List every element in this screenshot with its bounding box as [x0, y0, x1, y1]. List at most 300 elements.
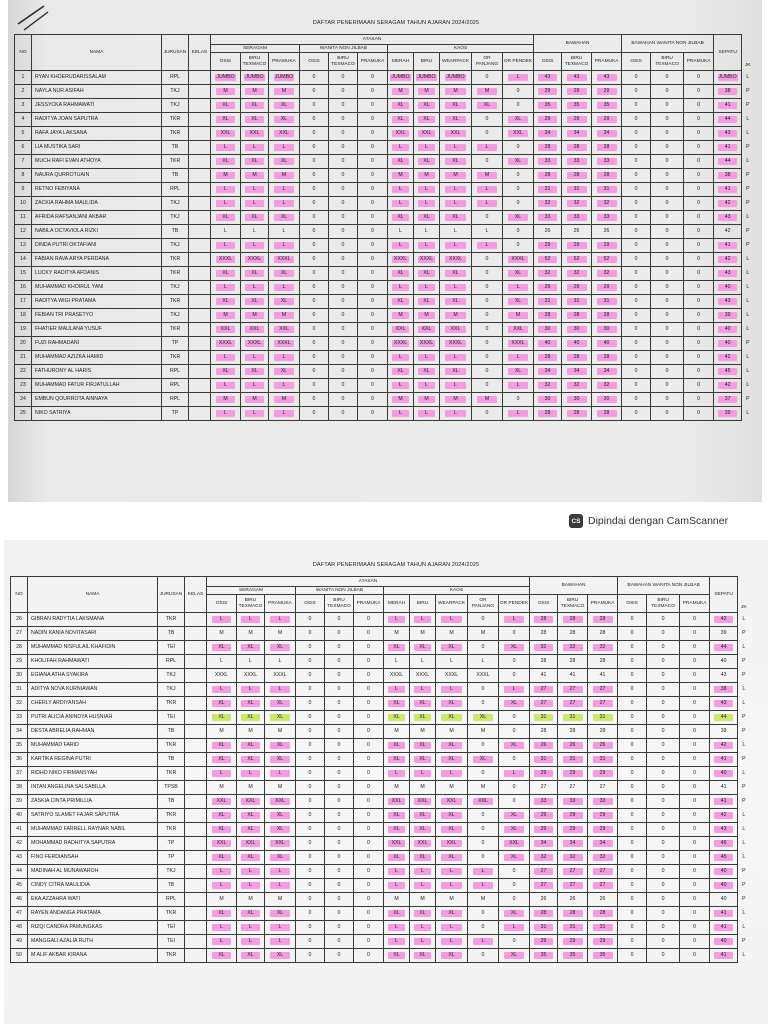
- cell-kelas: [185, 725, 207, 739]
- cell-size: 0: [300, 365, 329, 379]
- cell-size: 0: [296, 753, 325, 767]
- highlight-mark: 40: [714, 882, 733, 889]
- highlight-mark: 32: [538, 270, 557, 277]
- cell-size: [592, 183, 622, 197]
- cell-jurusan: TEI: [158, 921, 185, 935]
- highlight-mark: XL: [508, 116, 529, 123]
- cell-jurusan: TKR: [158, 767, 185, 781]
- subheader: MERAH: [384, 595, 410, 613]
- cell-size: [562, 323, 592, 337]
- cell-size: [440, 169, 472, 183]
- cell-size: [414, 295, 440, 309]
- highlight-mark: XXL: [414, 840, 432, 847]
- cell-size: [530, 697, 558, 711]
- header-atasan: ATASAN: [207, 577, 530, 587]
- cell-no: 6: [15, 141, 32, 155]
- cell-sepatu: [714, 351, 742, 365]
- highlight-mark: L: [245, 200, 264, 207]
- cell-jurusan: TKR: [162, 351, 189, 365]
- cell-nama: DESTA ABRELIA RAHMAN: [28, 725, 158, 739]
- cell-size: L: [211, 225, 241, 239]
- cell-size: [534, 71, 562, 85]
- cell-size: [472, 141, 503, 155]
- highlight-mark: L: [508, 284, 529, 291]
- table-row: [15, 337, 754, 351]
- cell-sepatu: [710, 809, 738, 823]
- highlight-mark: 41: [714, 952, 733, 959]
- cell-size: [592, 113, 622, 127]
- cell-size: 0: [680, 893, 710, 907]
- highlight-mark: 52: [538, 256, 557, 263]
- highlight-mark: 28: [534, 616, 553, 623]
- cell-size: 0: [684, 351, 714, 365]
- cell-size: [207, 753, 237, 767]
- cell-size: 0: [651, 351, 684, 365]
- cell-no: 40: [11, 809, 28, 823]
- cell-size: 0: [468, 809, 499, 823]
- cell-size: 0: [472, 365, 503, 379]
- cell-size: 0: [325, 613, 354, 627]
- cell-jurusan: TKJ: [162, 85, 189, 99]
- highlight-mark: JUMBO: [446, 73, 465, 80]
- table-row: [15, 85, 754, 99]
- cell-size: 0: [647, 795, 680, 809]
- cell-size: [211, 113, 241, 127]
- highlight-mark: 29: [567, 88, 587, 95]
- cell-sepatu: [710, 683, 738, 697]
- cell-size: [530, 949, 558, 963]
- highlight-mark: L: [418, 354, 436, 361]
- cell-kelas: [189, 197, 211, 211]
- table-row: [11, 823, 750, 837]
- cell-size: 0: [300, 113, 329, 127]
- cell-size: 0: [647, 879, 680, 893]
- cell-size: [440, 197, 472, 211]
- cell-size: [384, 613, 410, 627]
- highlight-mark: XL: [245, 158, 264, 165]
- cell-size: [388, 113, 414, 127]
- cell-jurusan: TKR: [158, 823, 185, 837]
- highlight-mark: XXL: [392, 326, 410, 333]
- cell-size: [534, 141, 562, 155]
- cell-nama: FABIAN RAVA ARYA PERDANA: [32, 253, 162, 267]
- cell-size: [562, 295, 592, 309]
- cell-no: 4: [15, 113, 32, 127]
- cell-size: [241, 113, 269, 127]
- cell-size: 0: [622, 197, 651, 211]
- cell-size: [384, 683, 410, 697]
- highlight-mark: XL: [441, 826, 462, 833]
- cell-size: [530, 613, 558, 627]
- cell-size: 0: [300, 211, 329, 225]
- cell-size: [503, 351, 534, 365]
- cell-size: [388, 267, 414, 281]
- highlight-mark: 41: [718, 102, 737, 109]
- cell-jk: P: [746, 185, 750, 192]
- highlight-mark: L: [212, 616, 232, 623]
- cell-size: [211, 71, 241, 85]
- cell-size: 0: [300, 295, 329, 309]
- cell-nama: CINDY CITRA MAULIDIA: [28, 879, 158, 893]
- cell-size: [499, 809, 530, 823]
- cell-jk: L: [746, 325, 750, 332]
- cell-size: 0: [684, 225, 714, 239]
- highlight-mark: 28: [534, 910, 553, 917]
- cell-size: 0: [499, 725, 530, 739]
- cell-size: 0: [622, 253, 651, 267]
- highlight-mark: 27: [593, 868, 613, 875]
- highlight-mark: XL: [504, 826, 525, 833]
- cell-size: 0: [680, 627, 710, 641]
- cell-jk: L: [742, 811, 746, 818]
- subheader: OSIS: [534, 53, 562, 71]
- cell-size: 0: [684, 239, 714, 253]
- cell-nama: FATHURONY AL HARIS: [32, 365, 162, 379]
- cell-size: 0: [468, 837, 499, 851]
- cell-jk: L: [742, 699, 746, 706]
- cell-size: [440, 281, 472, 295]
- cell-size: [269, 211, 300, 225]
- highlight-mark: 43: [597, 74, 617, 81]
- cell-size: [588, 683, 618, 697]
- highlight-mark: XXL: [274, 130, 295, 137]
- highlight-mark: 28: [593, 910, 613, 917]
- cell-size: 0: [472, 379, 503, 393]
- highlight-mark: 38: [718, 88, 737, 95]
- highlight-mark: M: [392, 312, 410, 319]
- cell-jurusan: TP: [158, 837, 185, 851]
- highlight-mark: 42: [718, 382, 737, 389]
- cell-jurusan: TEI: [158, 711, 185, 725]
- cell-kelas: [185, 865, 207, 879]
- cell-no: 38: [11, 781, 28, 795]
- cell-kelas: [185, 809, 207, 823]
- highlight-mark: 29: [597, 284, 617, 291]
- cell-size: [440, 99, 472, 113]
- highlight-mark: L: [212, 868, 232, 875]
- highlight-mark: L: [212, 686, 232, 693]
- highlight-mark: 34: [593, 840, 613, 847]
- cell-sepatu: [710, 697, 738, 711]
- cell-size: [503, 127, 534, 141]
- cell-size: M: [410, 781, 436, 795]
- cell-size: 0: [325, 893, 354, 907]
- cell-size: 0: [296, 655, 325, 669]
- highlight-mark: 27: [534, 686, 553, 693]
- cell-size: [237, 921, 265, 935]
- cell-size: [269, 183, 300, 197]
- cell-size: 0: [300, 379, 329, 393]
- highlight-mark: M: [274, 88, 295, 95]
- cell-size: [562, 127, 592, 141]
- cell-size: [237, 949, 265, 963]
- highlight-mark: 29: [597, 116, 617, 123]
- cell-size: [388, 337, 414, 351]
- highlight-mark: XL: [212, 714, 232, 721]
- highlight-mark: XL: [212, 700, 232, 707]
- cell-size: [558, 907, 588, 921]
- cell-size: [384, 935, 410, 949]
- cell-size: 0: [296, 851, 325, 865]
- table-row: [11, 893, 750, 907]
- highlight-mark: 28: [538, 312, 557, 319]
- cell-size: [440, 211, 472, 225]
- cell-size: [530, 879, 558, 893]
- highlight-mark: L: [216, 354, 236, 361]
- cell-size: [269, 71, 300, 85]
- cell-size: [414, 407, 440, 421]
- cell-size: [588, 935, 618, 949]
- cell-kelas: [185, 767, 207, 781]
- cell-size: [588, 795, 618, 809]
- cell-sepatu: [714, 113, 742, 127]
- cell-nama: LIA MUSTIKA SARI: [32, 141, 162, 155]
- cell-nama: MUHAMMAD FARRELL RAYNAR NABIL: [28, 823, 158, 837]
- cell-size: 26: [562, 225, 592, 239]
- highlight-mark: XXL: [241, 840, 260, 847]
- cell-size: [211, 99, 241, 113]
- cell-nama: MUCH RAFI EVAN ATHOYA: [32, 155, 162, 169]
- header-no: NO: [15, 35, 32, 71]
- header-jurusan: JURUSAN: [162, 35, 189, 71]
- cell-size: [499, 697, 530, 711]
- cell-size: [211, 239, 241, 253]
- cell-size: [269, 323, 300, 337]
- highlight-mark: XL: [504, 854, 525, 861]
- highlight-mark: 30: [567, 326, 587, 333]
- cell-kelas: [185, 879, 207, 893]
- highlight-mark: 35: [538, 102, 557, 109]
- cell-size: [207, 795, 237, 809]
- highlight-mark: 27: [593, 700, 613, 707]
- cell-jurusan: TKR: [158, 809, 185, 823]
- highlight-mark: XL: [212, 742, 232, 749]
- highlight-mark: L: [418, 144, 436, 151]
- cell-size: [269, 365, 300, 379]
- table-row: [15, 323, 754, 337]
- cell-size: 0: [329, 351, 358, 365]
- cell-size: 0: [680, 781, 710, 795]
- cell-jk: P: [746, 101, 750, 108]
- cell-size: 0: [325, 837, 354, 851]
- cell-size: [207, 739, 237, 753]
- highlight-mark: XL: [245, 102, 264, 109]
- highlight-mark: 29: [538, 88, 557, 95]
- header-wanita-non-jilbab: WANITA NON JILBAB: [300, 45, 388, 53]
- cell-size: 0: [472, 407, 503, 421]
- cell-size: 0: [622, 225, 651, 239]
- cell-size: [592, 197, 622, 211]
- cell-size: 0: [622, 281, 651, 295]
- cell-sepatu: [710, 613, 738, 627]
- highlight-mark: 28: [597, 172, 617, 179]
- highlight-mark: L: [473, 882, 494, 889]
- cell-nama: EGIANA ATHA SYAKIRA: [28, 669, 158, 683]
- cell-kelas: [185, 949, 207, 963]
- cell-sepatu: [710, 921, 738, 935]
- cell-size: [588, 823, 618, 837]
- header-kaos: KAOS: [384, 587, 530, 595]
- cell-size: [530, 641, 558, 655]
- cell-size: [472, 197, 503, 211]
- header-nama: NAMA: [28, 577, 158, 613]
- highlight-mark: XL: [388, 812, 406, 819]
- cell-size: [436, 613, 468, 627]
- cell-size: 0: [354, 865, 384, 879]
- cell-size: 0: [300, 183, 329, 197]
- highlight-mark: 34: [567, 130, 587, 137]
- cell-size: [558, 809, 588, 823]
- cell-jurusan: TKR: [162, 127, 189, 141]
- highlight-mark: XL: [392, 270, 410, 277]
- cell-size: [414, 379, 440, 393]
- highlight-mark: XL: [392, 298, 410, 305]
- highlight-mark: L: [441, 770, 462, 777]
- cell-size: [241, 379, 269, 393]
- highlight-mark: L: [388, 924, 406, 931]
- cell-size: 0: [358, 267, 388, 281]
- subheader: OR PENDEK: [503, 53, 534, 71]
- subheader: PRAMUKA: [588, 595, 618, 613]
- cell-size: 26: [588, 893, 618, 907]
- highlight-mark: M: [245, 396, 264, 403]
- cell-kelas: [189, 309, 211, 323]
- cell-size: 0: [325, 627, 354, 641]
- subheader: OSIS: [207, 595, 237, 613]
- cell-no: 28: [11, 641, 28, 655]
- cell-size: M: [468, 781, 499, 795]
- cell-size: [241, 155, 269, 169]
- cell-size: [558, 823, 588, 837]
- table-row: [15, 113, 754, 127]
- cell-size: [472, 169, 503, 183]
- camscanner-text: Dipindai dengan CamScanner: [588, 515, 729, 527]
- cell-size: M: [384, 627, 410, 641]
- cell-size: 0: [680, 655, 710, 669]
- highlight-mark: L: [418, 186, 436, 193]
- cell-size: [558, 795, 588, 809]
- cell-size: [241, 127, 269, 141]
- highlight-mark: XL: [508, 270, 529, 277]
- cell-size: [472, 239, 503, 253]
- cell-size: [207, 865, 237, 879]
- cell-size: M: [265, 627, 296, 641]
- cell-size: [241, 393, 269, 407]
- cell-size: 0: [472, 113, 503, 127]
- cell-size: [211, 267, 241, 281]
- cell-no: 9: [15, 183, 32, 197]
- cell-size: [241, 253, 269, 267]
- highlight-mark: XL: [270, 742, 291, 749]
- cell-size: 0: [647, 851, 680, 865]
- highlight-mark: L: [216, 200, 236, 207]
- cell-size: 0: [468, 949, 499, 963]
- cell-size: 0: [472, 127, 503, 141]
- cell-size: 0: [684, 183, 714, 197]
- highlight-mark: L: [216, 410, 236, 417]
- highlight-mark: L: [270, 938, 291, 945]
- cell-size: 0: [300, 393, 329, 407]
- cell-size: 0: [354, 949, 384, 963]
- cell-size: [414, 267, 440, 281]
- table-row: [15, 379, 754, 393]
- highlight-mark: L: [508, 382, 529, 389]
- cell-size: [265, 837, 296, 851]
- highlight-mark: 34: [597, 368, 617, 375]
- table-row: [15, 197, 754, 211]
- highlight-mark: XL: [418, 298, 436, 305]
- cell-size: [237, 697, 265, 711]
- highlight-mark: 31: [563, 924, 583, 931]
- highlight-mark: L: [477, 200, 498, 207]
- cell-size: [211, 281, 241, 295]
- highlight-mark: XL: [216, 368, 236, 375]
- cell-size: 0: [618, 627, 647, 641]
- subheader: MERAH: [388, 53, 414, 71]
- highlight-mark: XL: [392, 116, 410, 123]
- highlight-mark: L: [270, 770, 291, 777]
- cell-jurusan: TKR: [162, 323, 189, 337]
- cell-size: [384, 739, 410, 753]
- cell-size: [207, 711, 237, 725]
- cell-jurusan: TKJ: [158, 683, 185, 697]
- cell-size: 0: [651, 281, 684, 295]
- cell-size: 0: [300, 239, 329, 253]
- cell-size: [562, 239, 592, 253]
- highlight-mark: XXL: [212, 798, 232, 805]
- highlight-mark: 30: [597, 396, 617, 403]
- cell-nama: RAFA JAYA LAKSANA: [32, 127, 162, 141]
- highlight-mark: 34: [563, 840, 583, 847]
- cell-kelas: [189, 337, 211, 351]
- highlight-mark: L: [216, 382, 236, 389]
- cell-size: 0: [296, 725, 325, 739]
- cell-size: [269, 253, 300, 267]
- highlight-mark: M: [216, 312, 236, 319]
- highlight-mark: L: [445, 410, 466, 417]
- highlight-mark: 26: [563, 742, 583, 749]
- highlight-mark: 26: [534, 742, 553, 749]
- cell-size: 0: [622, 127, 651, 141]
- highlight-mark: L: [216, 242, 236, 249]
- cell-size: 0: [358, 393, 388, 407]
- cell-size: 0: [651, 239, 684, 253]
- table-row: [15, 155, 754, 169]
- cell-size: 0: [325, 781, 354, 795]
- cell-size: [436, 907, 468, 921]
- cell-size: 0: [300, 351, 329, 365]
- cell-size: [265, 907, 296, 921]
- cell-size: M: [468, 893, 499, 907]
- cell-size: [440, 337, 472, 351]
- cell-jurusan: TEI: [158, 935, 185, 949]
- cell-size: 0: [300, 127, 329, 141]
- cell-size: 28: [588, 655, 618, 669]
- cell-sepatu: [714, 141, 742, 155]
- cell-size: [558, 865, 588, 879]
- cell-size: [207, 613, 237, 627]
- cell-size: [440, 393, 472, 407]
- highlight-mark: L: [212, 882, 232, 889]
- table-row: [11, 949, 750, 963]
- cell-size: 0: [354, 683, 384, 697]
- cell-sepatu: [710, 641, 738, 655]
- cell-size: 0: [503, 197, 534, 211]
- cell-size: 0: [651, 225, 684, 239]
- subheader: WEARPACK: [436, 595, 468, 613]
- cell-size: [241, 169, 269, 183]
- highlight-mark: 29: [563, 770, 583, 777]
